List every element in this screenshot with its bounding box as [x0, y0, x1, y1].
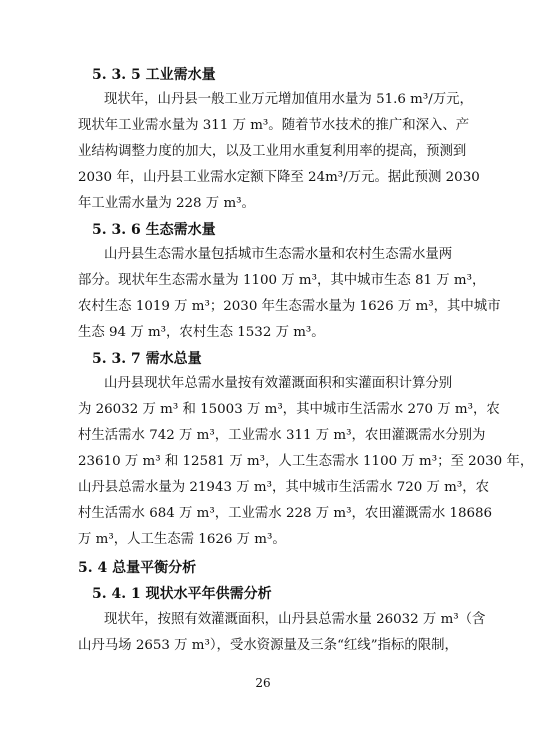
paragraph-line: 现状年工业需水量为 311 万 m³。随着节水技术的推广和深入、产 — [78, 118, 470, 133]
paragraph-line: 万 m³，人工生态需 1626 万 m³。 — [78, 532, 286, 547]
paragraph-line: 2030 年，山丹县工业需水定额下降至 24m³/万元。据此预测 2030 — [78, 170, 480, 185]
paragraph-line: 村生活需水 684 万 m³，工业需水 228 万 m³，农田灌溉需水 18686 — [78, 506, 493, 521]
section-heading-541: 5. 4. 1 现状水平年供需分析 — [92, 586, 272, 602]
paragraph-line: 农村生态 1019 万 m³；2030 年生态需水量为 1626 万 m³，其中城市 — [78, 299, 501, 314]
page-number: 26 — [255, 676, 271, 690]
paragraph-line: 现状年，按照有效灌溉面积，山丹县总需水量 26032 万 m³（含 — [104, 612, 486, 627]
paragraph-line: 山丹县生态需水量包括城市生态需水量和农村生态需水量两 — [104, 247, 453, 262]
paragraph-line: 年工业需水量为 228 万 m³。 — [78, 196, 255, 211]
paragraph-line: 业结构调整力度的加大，以及工业用水重复利用率的提高，预测到 — [78, 144, 467, 159]
section-heading-54: 5. 4 总量平衡分析 — [78, 560, 197, 576]
paragraph-line: 山丹马场 2653 万 m³），受水资源量及三条“红线”指标的限制， — [78, 638, 458, 653]
paragraph-line: 为 26032 万 m³ 和 15003 万 m³，其中城市生活需水 270 万 m³，农 — [78, 402, 500, 417]
paragraph-line: 生态 94 万 m³，农村生态 1532 万 m³。 — [78, 325, 325, 340]
section-heading-535: 5. 3. 5 工业需水量 — [92, 67, 216, 83]
paragraph-line: 山丹县现状年总需水量按有效灌溉面积和实灌面积计算分别 — [104, 376, 453, 391]
paragraph-line: 部分。现状年生态需水量为 1100 万 m³，其中城市生态 81 万 m³， — [78, 273, 486, 288]
section-heading-536: 5. 3. 6 生态需水量 — [92, 222, 216, 238]
paragraph-line: 村生活需水 742 万 m³，工业需水 311 万 m³，农田灌溉需水分别为 — [78, 428, 486, 443]
paragraph-line: 山丹县总需水量为 21943 万 m³，其中城市生活需水 720 万 m³，农 — [78, 480, 490, 495]
section-heading-537: 5. 3. 7 需水总量 — [92, 351, 202, 367]
paragraph-line: 现状年，山丹县一般工业万元增加值用水量为 51.6 m³/万元， — [104, 92, 473, 107]
paragraph-line: 23610 万 m³ 和 12581 万 m³，人工生态需水 1100 万 m³；至 2030 年， — [78, 454, 533, 469]
